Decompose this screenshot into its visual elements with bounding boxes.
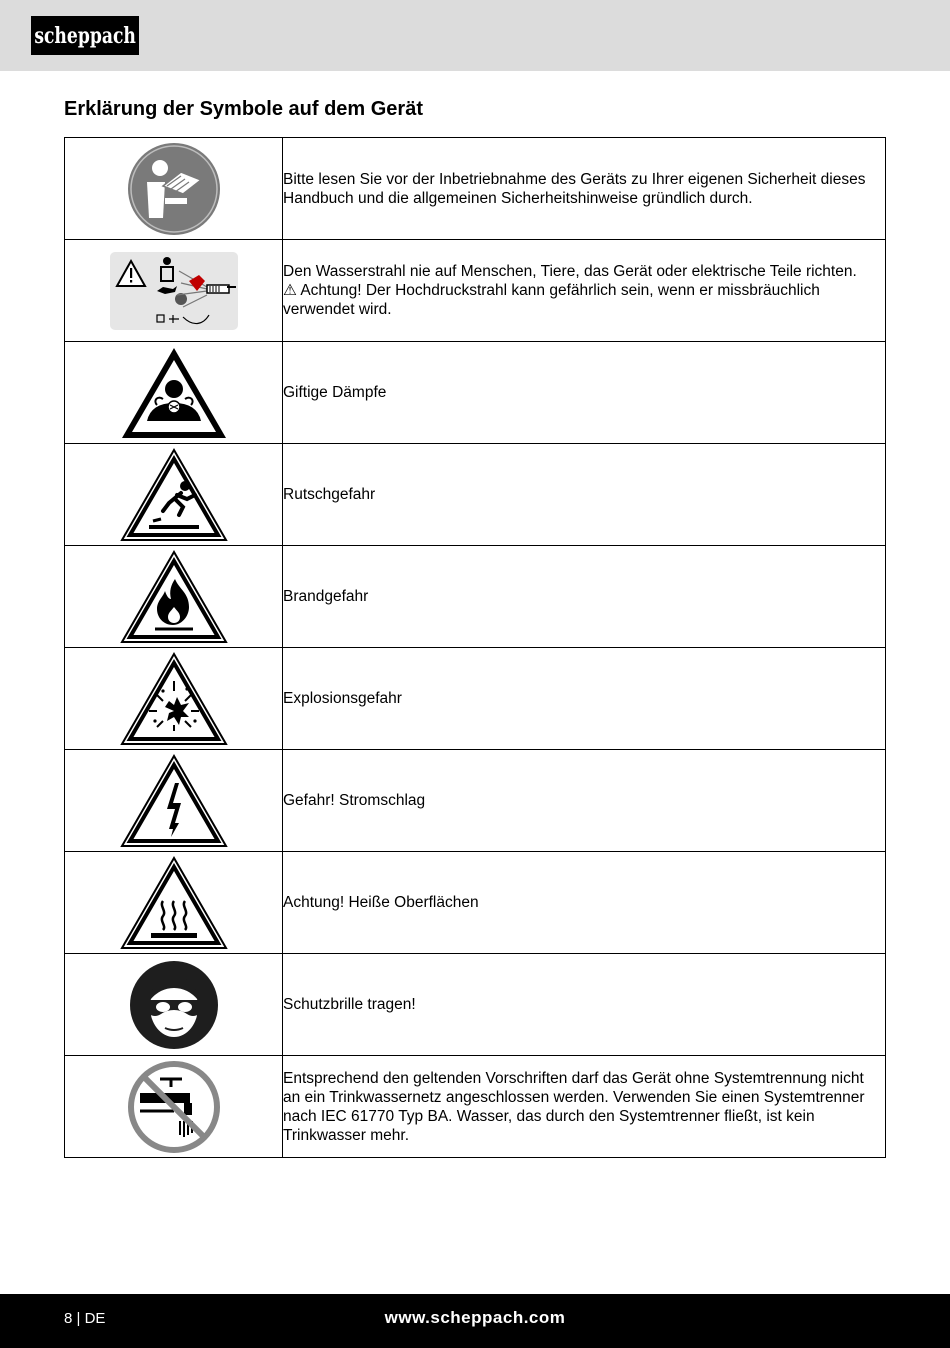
description-cell bbox=[283, 138, 886, 240]
table-row bbox=[65, 342, 886, 444]
brand-logo-text: scheppach bbox=[34, 22, 136, 49]
icon-cell bbox=[65, 750, 283, 852]
electric-shock-icon bbox=[119, 753, 229, 849]
brand-logo bbox=[31, 16, 139, 55]
table-row bbox=[65, 852, 886, 954]
description-text: Explosionsgefahr bbox=[283, 690, 402, 707]
explosion-hazard-icon bbox=[119, 651, 229, 747]
icon-cell bbox=[65, 954, 283, 1056]
high-pressure-jet-warning-icon bbox=[109, 251, 239, 331]
description-text: Rutschgefahr bbox=[283, 486, 376, 503]
description-cell bbox=[283, 546, 886, 648]
page-title: Erklärung der Symbole auf dem Gerät bbox=[64, 98, 423, 120]
description-cell bbox=[283, 648, 886, 750]
icon-cell bbox=[65, 852, 283, 954]
table-row bbox=[65, 1056, 886, 1158]
table-row bbox=[65, 750, 886, 852]
description-text: Achtung! Heiße Oberflächen bbox=[283, 894, 479, 911]
table-row bbox=[65, 648, 886, 750]
description-cell bbox=[283, 852, 886, 954]
icon-cell bbox=[65, 342, 283, 444]
safety-goggles-icon bbox=[129, 960, 219, 1050]
description-cell bbox=[283, 954, 886, 1056]
description-text: Den Wasserstrahl nie auf Menschen, Tiere, das Gerät oder elektrische Teile richten. bbox=[283, 263, 857, 280]
table-row bbox=[65, 240, 886, 342]
symbol-table bbox=[64, 137, 886, 1158]
fire-hazard-icon bbox=[119, 549, 229, 645]
slip-hazard-icon bbox=[119, 447, 229, 543]
description-text: Brandgefahr bbox=[283, 588, 369, 605]
description-text: Gefahr! Stromschlag bbox=[283, 792, 426, 809]
table-row bbox=[65, 954, 886, 1056]
toxic-fumes-icon bbox=[119, 345, 229, 441]
table-row bbox=[65, 444, 886, 546]
icon-cell bbox=[65, 546, 283, 648]
icon-cell bbox=[65, 240, 283, 342]
page-number: 8 | DE bbox=[64, 1310, 106, 1327]
website-link[interactable]: www.scheppach.com bbox=[384, 1308, 566, 1327]
description-text: Giftige Dämpfe bbox=[283, 384, 387, 401]
table-row bbox=[65, 138, 886, 240]
icon-cell bbox=[65, 138, 283, 240]
read-manual-icon bbox=[127, 142, 221, 236]
description-text: Bitte lesen Sie vor der Inbetriebnahme des Geräts zu Ihrer eigenen Sicherheit dieses Handbuch und die allgemeinen Sicherheitshinweise gründlich durch. bbox=[283, 170, 866, 207]
no-drinking-water-connection-icon bbox=[126, 1059, 222, 1155]
table-row bbox=[65, 546, 886, 648]
icon-cell bbox=[65, 1056, 283, 1158]
page-footer bbox=[0, 1294, 950, 1348]
description-cell bbox=[283, 444, 886, 546]
page-header bbox=[0, 0, 950, 71]
description-cell bbox=[283, 750, 886, 852]
description-cell bbox=[283, 342, 886, 444]
icon-cell bbox=[65, 648, 283, 750]
icon-cell bbox=[65, 444, 283, 546]
warning-text: ⚠ Achtung! Der Hochdruckstrahl kann gefährlich sein, wenn er missbräuchlich verwendet wird. bbox=[283, 282, 820, 318]
description-text: Entsprechend den geltenden Vorschriften darf das Gerät ohne Systemtrennung nicht an ein Trinkwassernetz angeschlossen werden. Verwenden Sie einen Systemtrenner nach IEC 61770 Typ BA. Wasser, das durch den Systemtrenner fließt, ist kein Trinkwasser mehr. bbox=[283, 1069, 865, 1144]
description-cell bbox=[283, 1056, 886, 1158]
description-cell bbox=[283, 240, 886, 342]
hot-surface-icon bbox=[119, 855, 229, 951]
description-text: Schutzbrille tragen! bbox=[283, 996, 416, 1013]
